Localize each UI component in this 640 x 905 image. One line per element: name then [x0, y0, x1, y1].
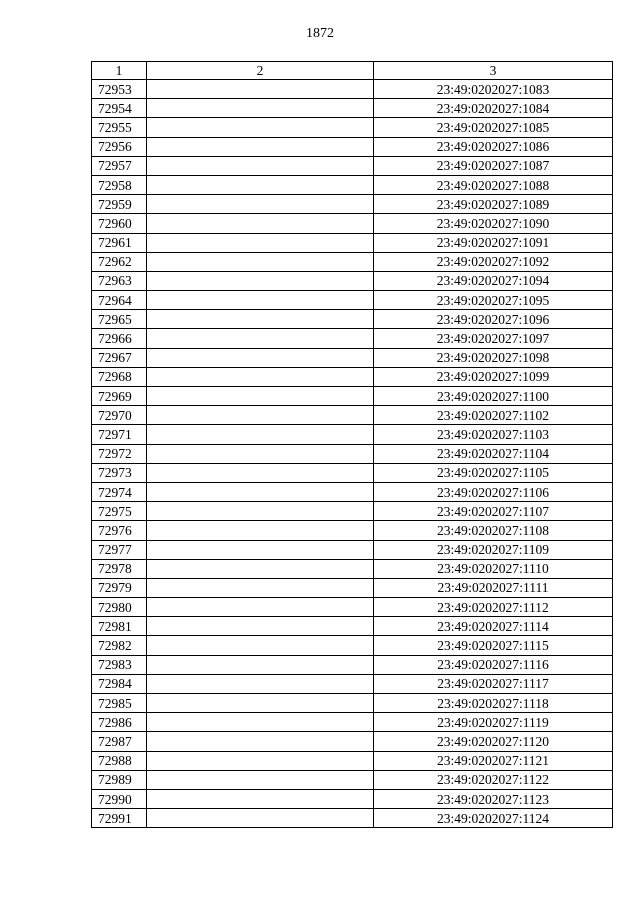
column-2-cell [147, 137, 374, 156]
row-number-cell: 72982 [92, 636, 147, 655]
table-row [92, 252, 613, 271]
column-2-cell [147, 732, 374, 751]
table-header-row [92, 62, 613, 80]
row-number-cell: 72954 [92, 99, 147, 118]
cadastral-number-cell: 23:49:0202027:1117 [374, 674, 613, 693]
column-2-cell [147, 99, 374, 118]
column-2-cell [147, 406, 374, 425]
table-row [92, 444, 613, 463]
column-2-cell [147, 636, 374, 655]
cadastral-number-cell: 23:49:0202027:1083 [374, 80, 613, 99]
row-number-cell: 72967 [92, 348, 147, 367]
table-row [92, 291, 613, 310]
cadastral-number-cell: 23:49:0202027:1105 [374, 463, 613, 482]
cadastral-number-cell: 23:49:0202027:1085 [374, 118, 613, 137]
table-row [92, 617, 613, 636]
row-number-cell: 72964 [92, 291, 147, 310]
column-2-cell [147, 674, 374, 693]
table-row [92, 310, 613, 329]
table-row [92, 156, 613, 175]
column-header-1: 1 [92, 62, 147, 80]
cadastral-number-cell: 23:49:0202027:1108 [374, 521, 613, 540]
cadastral-number-cell: 23:49:0202027:1118 [374, 694, 613, 713]
row-number-cell: 72961 [92, 233, 147, 252]
cadastral-number-cell: 23:49:0202027:1096 [374, 310, 613, 329]
row-number-cell: 72986 [92, 713, 147, 732]
row-number-cell: 72984 [92, 674, 147, 693]
column-2-cell [147, 751, 374, 770]
column-2-cell [147, 291, 374, 310]
column-2-cell [147, 617, 374, 636]
cadastral-number-cell: 23:49:0202027:1099 [374, 367, 613, 386]
cadastral-number-cell: 23:49:0202027:1106 [374, 482, 613, 501]
column-2-cell [147, 329, 374, 348]
row-number-cell: 72966 [92, 329, 147, 348]
table-row [92, 118, 613, 137]
table-row [92, 387, 613, 406]
column-2-cell [147, 214, 374, 233]
column-2-cell [147, 598, 374, 617]
row-number-cell: 72990 [92, 789, 147, 808]
row-number-cell: 72974 [92, 482, 147, 501]
row-number-cell: 72959 [92, 195, 147, 214]
cadastral-number-cell: 23:49:0202027:1116 [374, 655, 613, 674]
table-row [92, 99, 613, 118]
column-2-cell [147, 809, 374, 828]
cadastral-number-cell: 23:49:0202027:1122 [374, 770, 613, 789]
table-row [92, 80, 613, 99]
cadastral-number-cell: 23:49:0202027:1107 [374, 502, 613, 521]
cadastral-number-cell: 23:49:0202027:1111 [374, 578, 613, 597]
table-row [92, 751, 613, 770]
column-2-cell [147, 521, 374, 540]
table-row [92, 214, 613, 233]
cadastral-number-cell: 23:49:0202027:1097 [374, 329, 613, 348]
column-2-cell [147, 482, 374, 501]
cadastral-number-cell: 23:49:0202027:1120 [374, 732, 613, 751]
cadastral-number-cell: 23:49:0202027:1092 [374, 252, 613, 271]
cadastral-number-cell: 23:49:0202027:1098 [374, 348, 613, 367]
registry-table-body [92, 62, 613, 828]
row-number-cell: 72977 [92, 540, 147, 559]
column-2-cell [147, 444, 374, 463]
table-row [92, 175, 613, 194]
registry-table [91, 61, 613, 828]
column-2-cell [147, 789, 374, 808]
column-2-cell [147, 367, 374, 386]
table-row [92, 348, 613, 367]
row-number-cell: 72969 [92, 387, 147, 406]
column-2-cell [147, 559, 374, 578]
row-number-cell: 72957 [92, 156, 147, 175]
cadastral-number-cell: 23:49:0202027:1089 [374, 195, 613, 214]
table-row [92, 502, 613, 521]
column-2-cell [147, 770, 374, 789]
column-2-cell [147, 195, 374, 214]
row-number-cell: 72956 [92, 137, 147, 156]
row-number-cell: 72953 [92, 80, 147, 99]
row-number-cell: 72963 [92, 271, 147, 290]
row-number-cell: 72975 [92, 502, 147, 521]
row-number-cell: 72983 [92, 655, 147, 674]
cadastral-number-cell: 23:49:0202027:1119 [374, 713, 613, 732]
table-row [92, 425, 613, 444]
cadastral-number-cell: 23:49:0202027:1087 [374, 156, 613, 175]
table-row [92, 195, 613, 214]
row-number-cell: 72972 [92, 444, 147, 463]
column-2-cell [147, 175, 374, 194]
column-2-cell [147, 80, 374, 99]
cadastral-number-cell: 23:49:0202027:1102 [374, 406, 613, 425]
cadastral-number-cell: 23:49:0202027:1084 [374, 99, 613, 118]
row-number-cell: 72989 [92, 770, 147, 789]
cadastral-number-cell: 23:49:0202027:1124 [374, 809, 613, 828]
table-row [92, 598, 613, 617]
cadastral-number-cell: 23:49:0202027:1112 [374, 598, 613, 617]
cadastral-number-cell: 23:49:0202027:1091 [374, 233, 613, 252]
table-row [92, 770, 613, 789]
row-number-cell: 72979 [92, 578, 147, 597]
table-row [92, 732, 613, 751]
row-number-cell: 72987 [92, 732, 147, 751]
table-row [92, 578, 613, 597]
cadastral-number-cell: 23:49:0202027:1103 [374, 425, 613, 444]
cadastral-number-cell: 23:49:0202027:1121 [374, 751, 613, 770]
cadastral-number-cell: 23:49:0202027:1090 [374, 214, 613, 233]
row-number-cell: 72965 [92, 310, 147, 329]
cadastral-number-cell: 23:49:0202027:1100 [374, 387, 613, 406]
column-2-cell [147, 425, 374, 444]
table-row [92, 655, 613, 674]
column-2-cell [147, 655, 374, 674]
table-row [92, 137, 613, 156]
column-2-cell [147, 540, 374, 559]
row-number-cell: 72978 [92, 559, 147, 578]
column-2-cell [147, 348, 374, 367]
cadastral-number-cell: 23:49:0202027:1095 [374, 291, 613, 310]
row-number-cell: 72973 [92, 463, 147, 482]
cadastral-number-cell: 23:49:0202027:1094 [374, 271, 613, 290]
column-2-cell [147, 578, 374, 597]
column-2-cell [147, 310, 374, 329]
row-number-cell: 72991 [92, 809, 147, 828]
cadastral-number-cell: 23:49:0202027:1086 [374, 137, 613, 156]
row-number-cell: 72958 [92, 175, 147, 194]
row-number-cell: 72968 [92, 367, 147, 386]
table-row [92, 233, 613, 252]
column-2-cell [147, 502, 374, 521]
row-number-cell: 72960 [92, 214, 147, 233]
row-number-cell: 72962 [92, 252, 147, 271]
page-number: 1872 [306, 26, 334, 41]
column-2-cell [147, 233, 374, 252]
row-number-cell: 72985 [92, 694, 147, 713]
table-row [92, 674, 613, 693]
cadastral-number-cell: 23:49:0202027:1088 [374, 175, 613, 194]
table-row [92, 809, 613, 828]
column-header-3: 3 [374, 62, 613, 80]
table-row [92, 271, 613, 290]
column-2-cell [147, 252, 374, 271]
table-row [92, 694, 613, 713]
cadastral-number-cell: 23:49:0202027:1114 [374, 617, 613, 636]
column-2-cell [147, 118, 374, 137]
cadastral-number-cell: 23:49:0202027:1110 [374, 559, 613, 578]
table-row [92, 482, 613, 501]
column-2-cell [147, 713, 374, 732]
table-row [92, 521, 613, 540]
row-number-cell: 72955 [92, 118, 147, 137]
column-2-cell [147, 156, 374, 175]
column-2-cell [147, 694, 374, 713]
row-number-cell: 72981 [92, 617, 147, 636]
cadastral-number-cell: 23:49:0202027:1123 [374, 789, 613, 808]
table-row [92, 540, 613, 559]
cadastral-number-cell: 23:49:0202027:1104 [374, 444, 613, 463]
row-number-cell: 72988 [92, 751, 147, 770]
table-row [92, 329, 613, 348]
table-row [92, 559, 613, 578]
table-row [92, 789, 613, 808]
table-row [92, 713, 613, 732]
column-header-2: 2 [147, 62, 374, 80]
cadastral-number-cell: 23:49:0202027:1115 [374, 636, 613, 655]
row-number-cell: 72976 [92, 521, 147, 540]
cadastral-number-cell: 23:49:0202027:1109 [374, 540, 613, 559]
row-number-cell: 72970 [92, 406, 147, 425]
table-row [92, 636, 613, 655]
column-2-cell [147, 387, 374, 406]
table-row [92, 367, 613, 386]
column-2-cell [147, 271, 374, 290]
row-number-cell: 72971 [92, 425, 147, 444]
row-number-cell: 72980 [92, 598, 147, 617]
table-row [92, 406, 613, 425]
table-row [92, 463, 613, 482]
column-2-cell [147, 463, 374, 482]
